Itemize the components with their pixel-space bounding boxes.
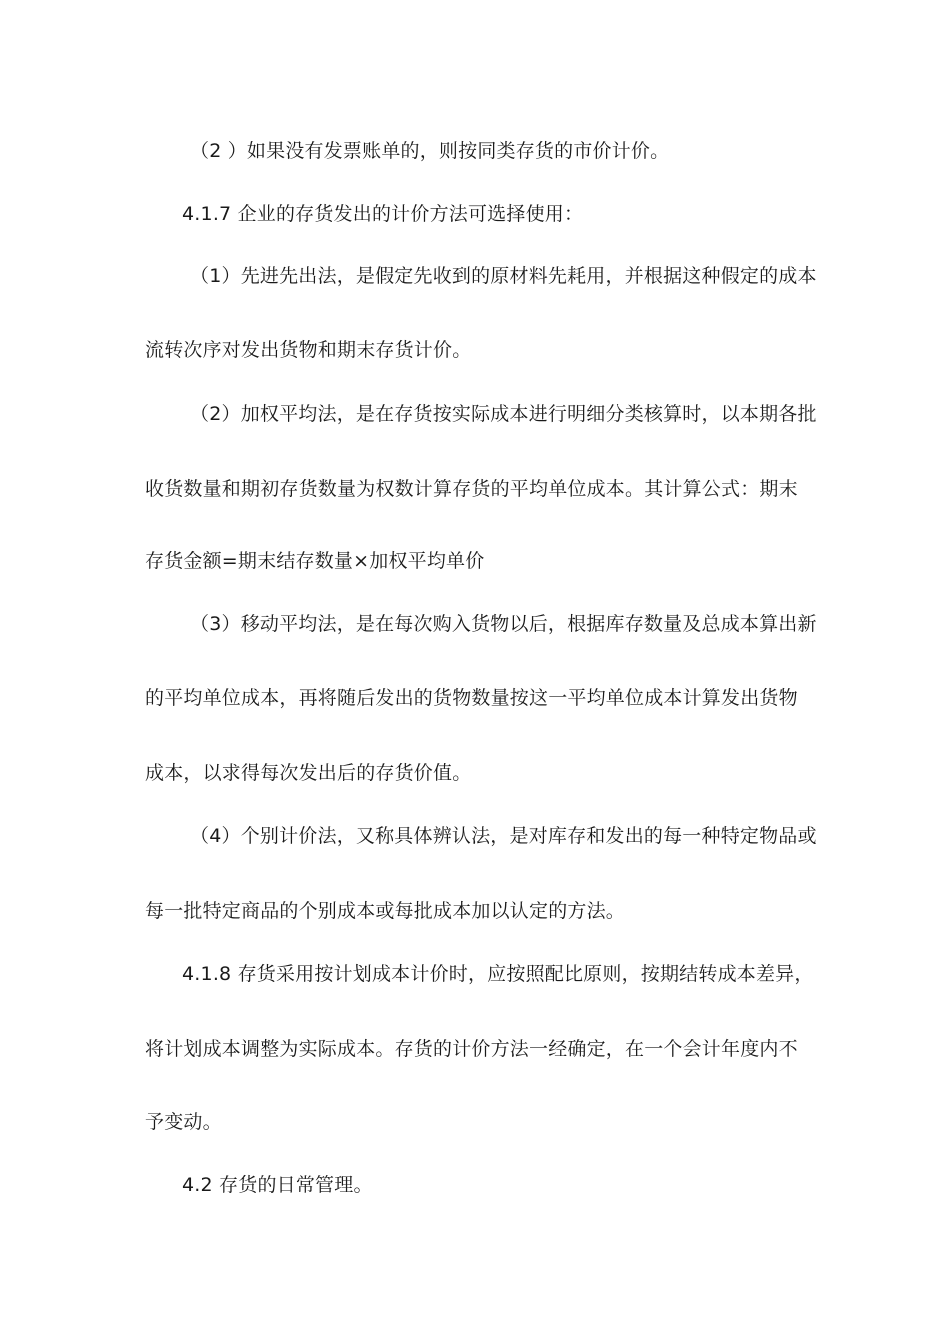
- section-heading-4-1-7: 4.1.7 企业的存货发出的计价方法可选择使用：: [182, 203, 584, 225]
- paragraph-line: 每一批特定商品的个别成本或每批成本加以认定的方法。: [145, 900, 626, 922]
- section-heading-4-1-8: 4.1.8 存货采用按计划成本计价时，应按照配比原则，按期结转成本差异，: [182, 963, 814, 985]
- paragraph-line: 的平均单位成本，再将随后发出的货物数量按这一平均单位成本计算发出货物: [145, 687, 798, 709]
- paragraph-line: 成本，以求得每次发出后的存货价值。: [145, 762, 472, 784]
- paragraph-line: 将计划成本调整为实际成本。存货的计价方法一经确定，在一个会计年度内不: [145, 1038, 798, 1060]
- section-heading-4-2: 4.2 存货的日常管理。: [182, 1174, 373, 1196]
- paragraph-line: 存货金额=期末结存数量×加权平均单价: [145, 550, 485, 572]
- paragraph-line: （2）加权平均法，是在存货按实际成本进行明细分类核算时，以本期各批: [190, 403, 817, 425]
- paragraph-line: 收货数量和期初存货数量为权数计算存货的平均单位成本。其计算公式：期末: [145, 478, 798, 500]
- paragraph-line: （4）个别计价法，又称具体辨认法，是对库存和发出的每一种特定物品或: [190, 825, 817, 847]
- paragraph-line: （2 ）如果没有发票账单的，则按同类存货的市价计价。: [190, 140, 670, 162]
- paragraph-line: （3）移动平均法，是在每次购入货物以后，根据库存数量及总成本算出新: [190, 613, 817, 635]
- paragraph-line: 流转次序对发出货物和期末存货计价。: [145, 339, 472, 361]
- paragraph-line: （1）先进先出法，是假定先收到的原材料先耗用，并根据这种假定的成本: [190, 265, 817, 287]
- paragraph-line: 予变动。: [145, 1111, 222, 1133]
